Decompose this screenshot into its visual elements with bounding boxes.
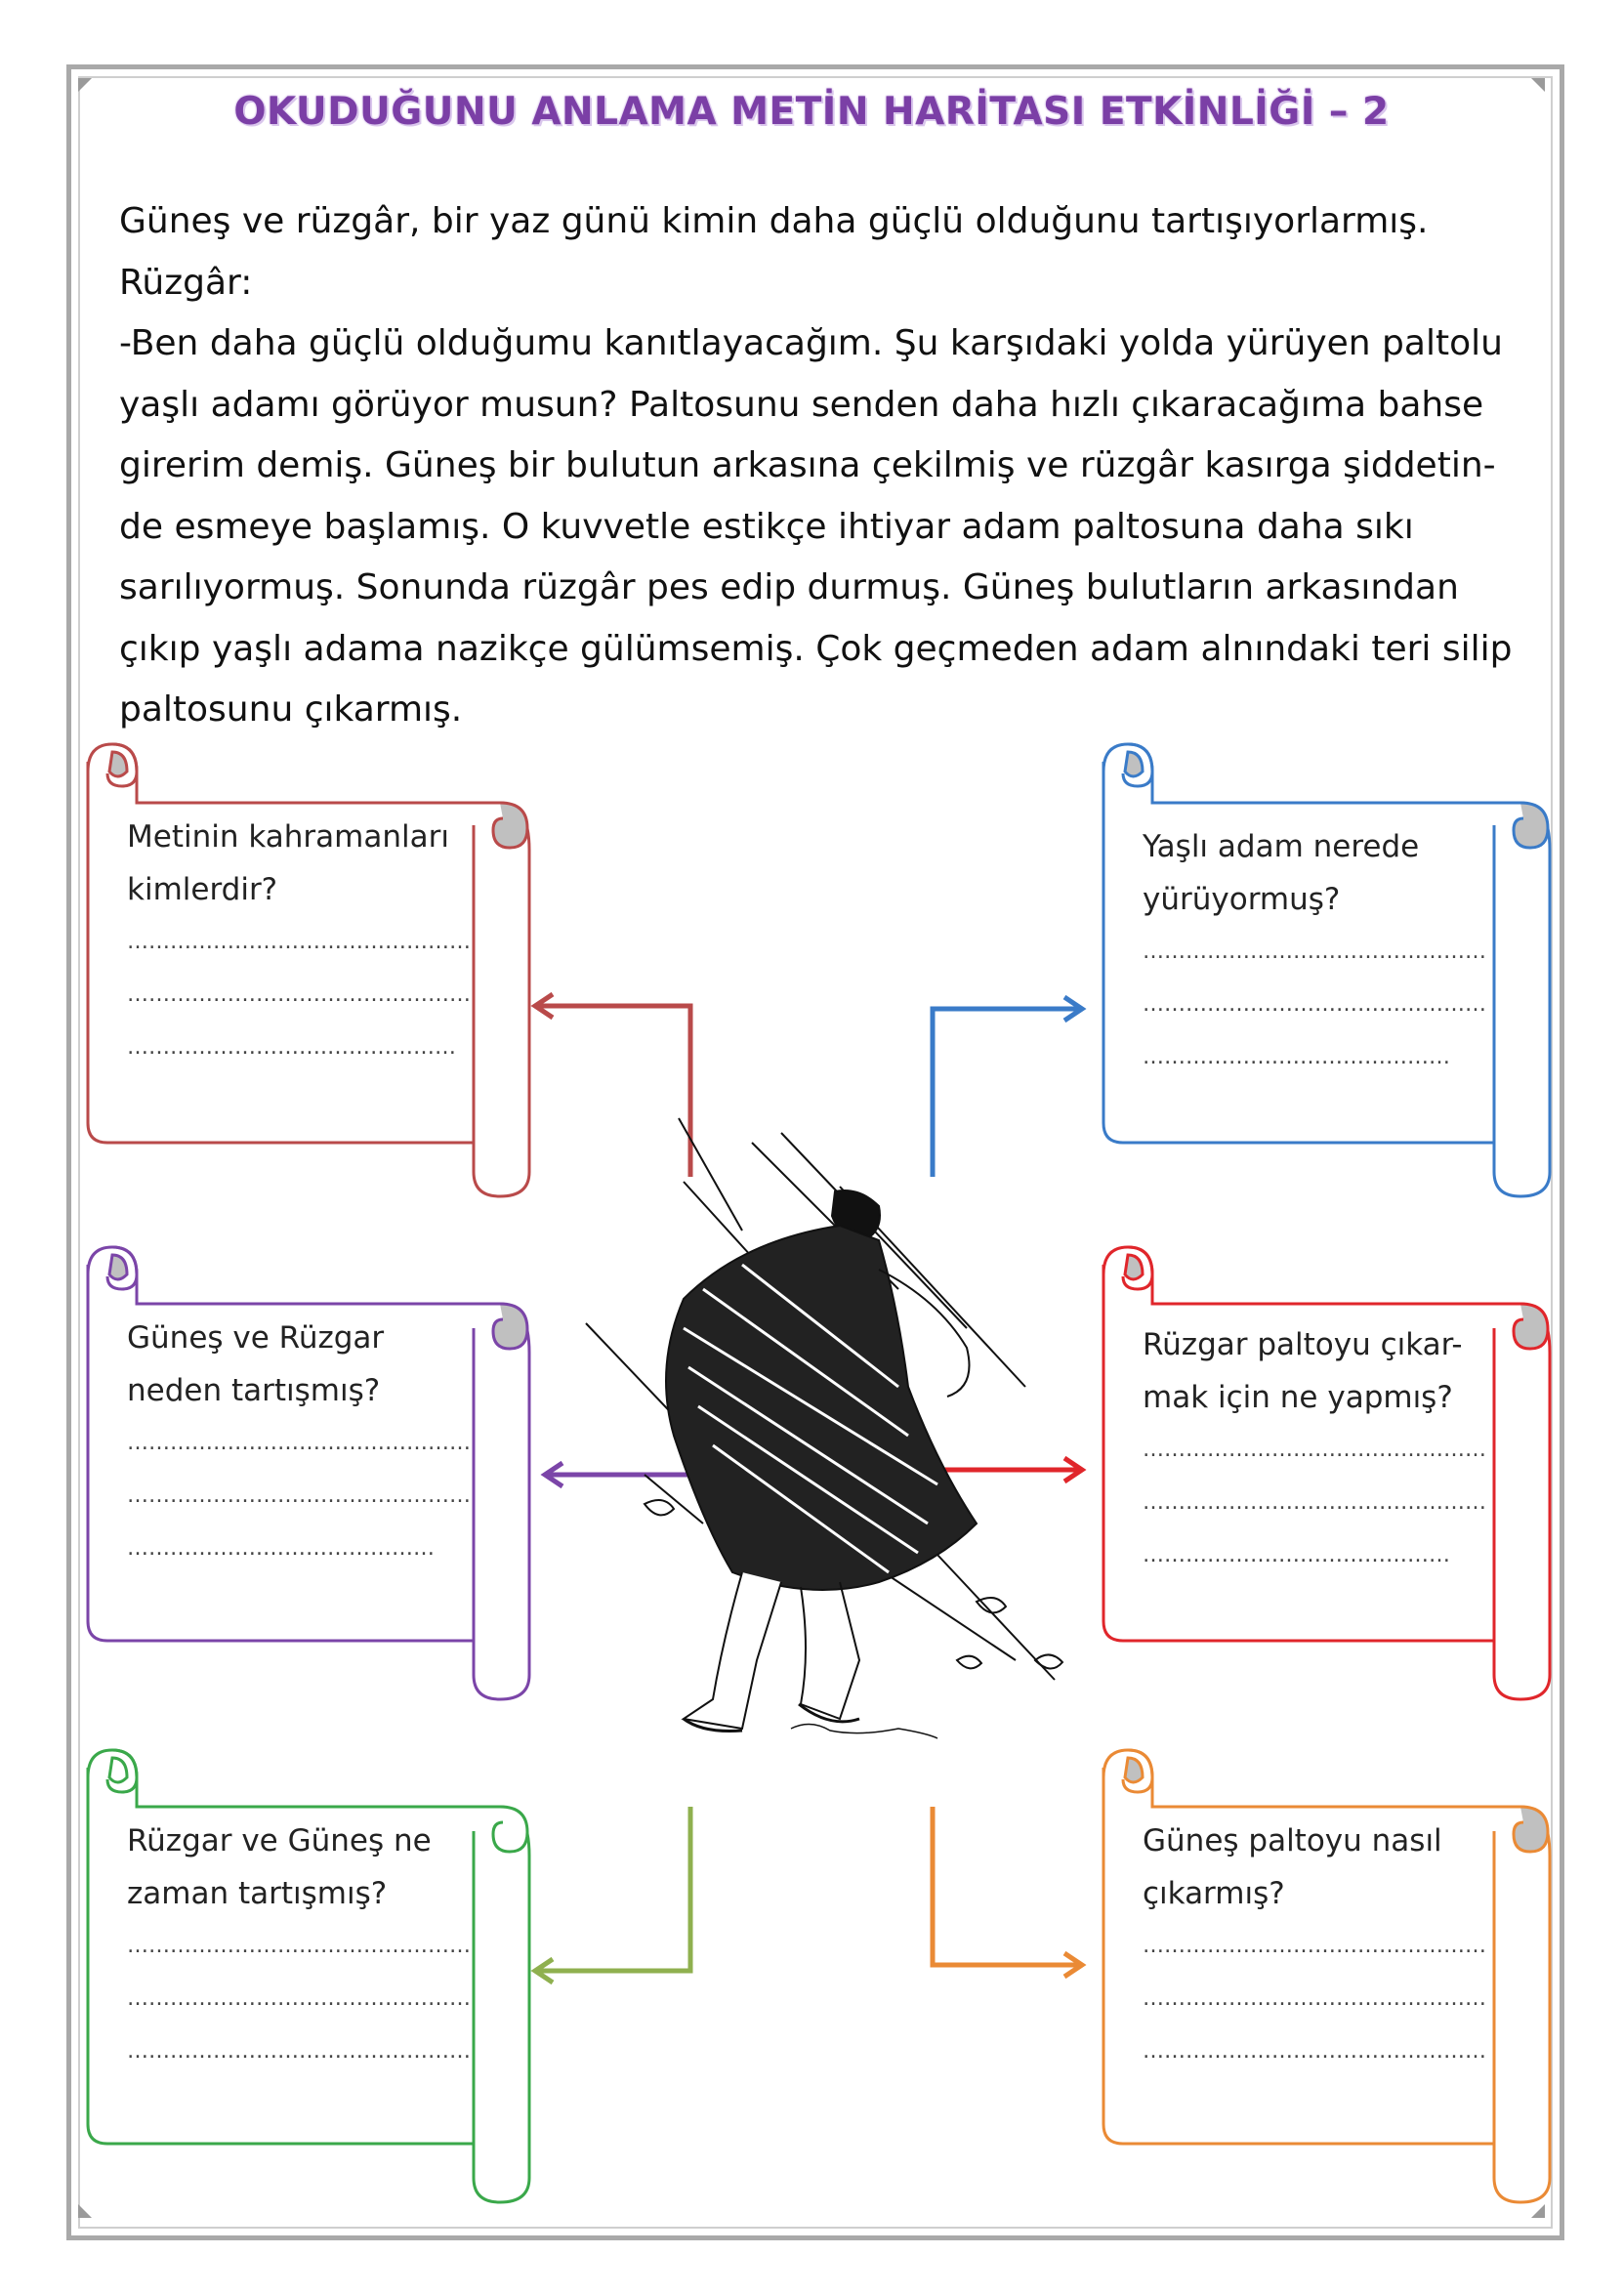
- answer-line[interactable]: …………………………………………: [127, 2039, 471, 2064]
- story-line: Rüzgâr:: [119, 262, 253, 303]
- answer-line[interactable]: ……………….……………………: [1143, 1543, 1450, 1567]
- answer-line[interactable]: …………………………………………: [127, 1483, 471, 1508]
- answer-line[interactable]: …………………………………………: [127, 982, 471, 1007]
- question-line: Güneş ve Rüzgar: [127, 1320, 385, 1356]
- question-box-when: [127, 1815, 479, 2078]
- story-line: paltosunu çıkarmış.: [119, 689, 463, 730]
- answer-line[interactable]: ……………….……………………: [127, 1536, 435, 1561]
- answer-line[interactable]: …………………………………………: [1143, 1986, 1486, 2011]
- answer-line[interactable]: …………………………………………: [127, 930, 471, 954]
- question-line: mak için ne yapmış?: [1143, 1380, 1453, 1415]
- arrow-bottom-left: [535, 1807, 690, 1983]
- answer-line[interactable]: …………………………………………: [1143, 939, 1486, 964]
- answer-line[interactable]: …………………………………………: [127, 1431, 471, 1455]
- answer-line[interactable]: …………………………………………: [1143, 992, 1486, 1017]
- arrow-top-right: [933, 997, 1082, 1177]
- story-line: çıkıp yaşlı adama nazikçe gülümsemiş. Çok geçmeden adam alnındaki teri silip: [119, 628, 1513, 669]
- story-line: de esmeye başlamış. O kuvvetle estikçe ihtiyar adam paltosuna daha sıkı: [119, 506, 1414, 547]
- question-line: çıkarmış?: [1143, 1876, 1285, 1911]
- page-title: OKUDUĞUNU ANLAMA METİN HARİTASI ETKİNLİĞİ – 2: [233, 90, 1390, 134]
- question-box-how-sun: [1143, 1815, 1494, 2078]
- question-line: yürüyormuş?: [1143, 882, 1341, 917]
- old-man-in-wind-sketch: [586, 1118, 1062, 1738]
- answer-line[interactable]: …………………………………………: [127, 1934, 471, 1958]
- question-box-how-wind: [1143, 1318, 1494, 1582]
- question-box-where: [1143, 820, 1494, 1084]
- arrow-mid-left: [545, 1463, 695, 1486]
- question-line: Rüzgar ve Güneş ne: [127, 1823, 432, 1858]
- question-box-characters: [127, 811, 479, 1074]
- question-line: zaman tartışmış?: [127, 1876, 388, 1911]
- answer-line[interactable]: …………………………………………: [1143, 2039, 1486, 2064]
- question-line: Metinin kahramanları: [127, 819, 449, 855]
- answer-line[interactable]: …………………………………………: [1143, 1490, 1486, 1515]
- question-line: Yaşlı adam nerede: [1143, 829, 1420, 864]
- story-line: yaşlı adamı görüyor musun? Paltosunu senden daha hızlı çıkaracağıma bahse: [119, 384, 1484, 425]
- story-line: -Ben daha güçlü olduğumu kanıtlayacağım. Şu karşıdaki yolda yürüyen paltolu: [119, 323, 1503, 363]
- question-line: kimlerdir?: [127, 872, 278, 907]
- question-line: Güneş paltoyu nasıl: [1143, 1823, 1442, 1858]
- answer-line[interactable]: ……………….……………………: [1143, 1045, 1450, 1069]
- story-line: Güneş ve rüzgâr, bir yaz günü kimin daha güçlü olduğunu tartışıyorlarmış.: [119, 201, 1429, 241]
- answer-line[interactable]: …………………………………………: [1143, 1934, 1486, 1958]
- story-line: sarılıyormuş. Sonunda rüzgâr pes edip durmuş. Güneş bulutların arkasından: [119, 567, 1459, 607]
- answer-line[interactable]: …………………………………………: [1143, 1438, 1486, 1462]
- answer-line[interactable]: …………………………………………: [127, 1986, 471, 2011]
- answer-line[interactable]: ……………………….………………: [127, 1035, 456, 1060]
- arrow-bottom-right: [933, 1807, 1082, 1977]
- question-box-why: [127, 1312, 479, 1575]
- story-line: girerim demiş. Güneş bir bulutun arkasına çekilmiş ve rüzgâr kasırga şiddetin-: [119, 445, 1496, 485]
- arrow-top-left: [535, 994, 690, 1177]
- question-line: neden tartışmış?: [127, 1373, 381, 1408]
- question-line: Rüzgar paltoyu çıkar-: [1143, 1327, 1463, 1362]
